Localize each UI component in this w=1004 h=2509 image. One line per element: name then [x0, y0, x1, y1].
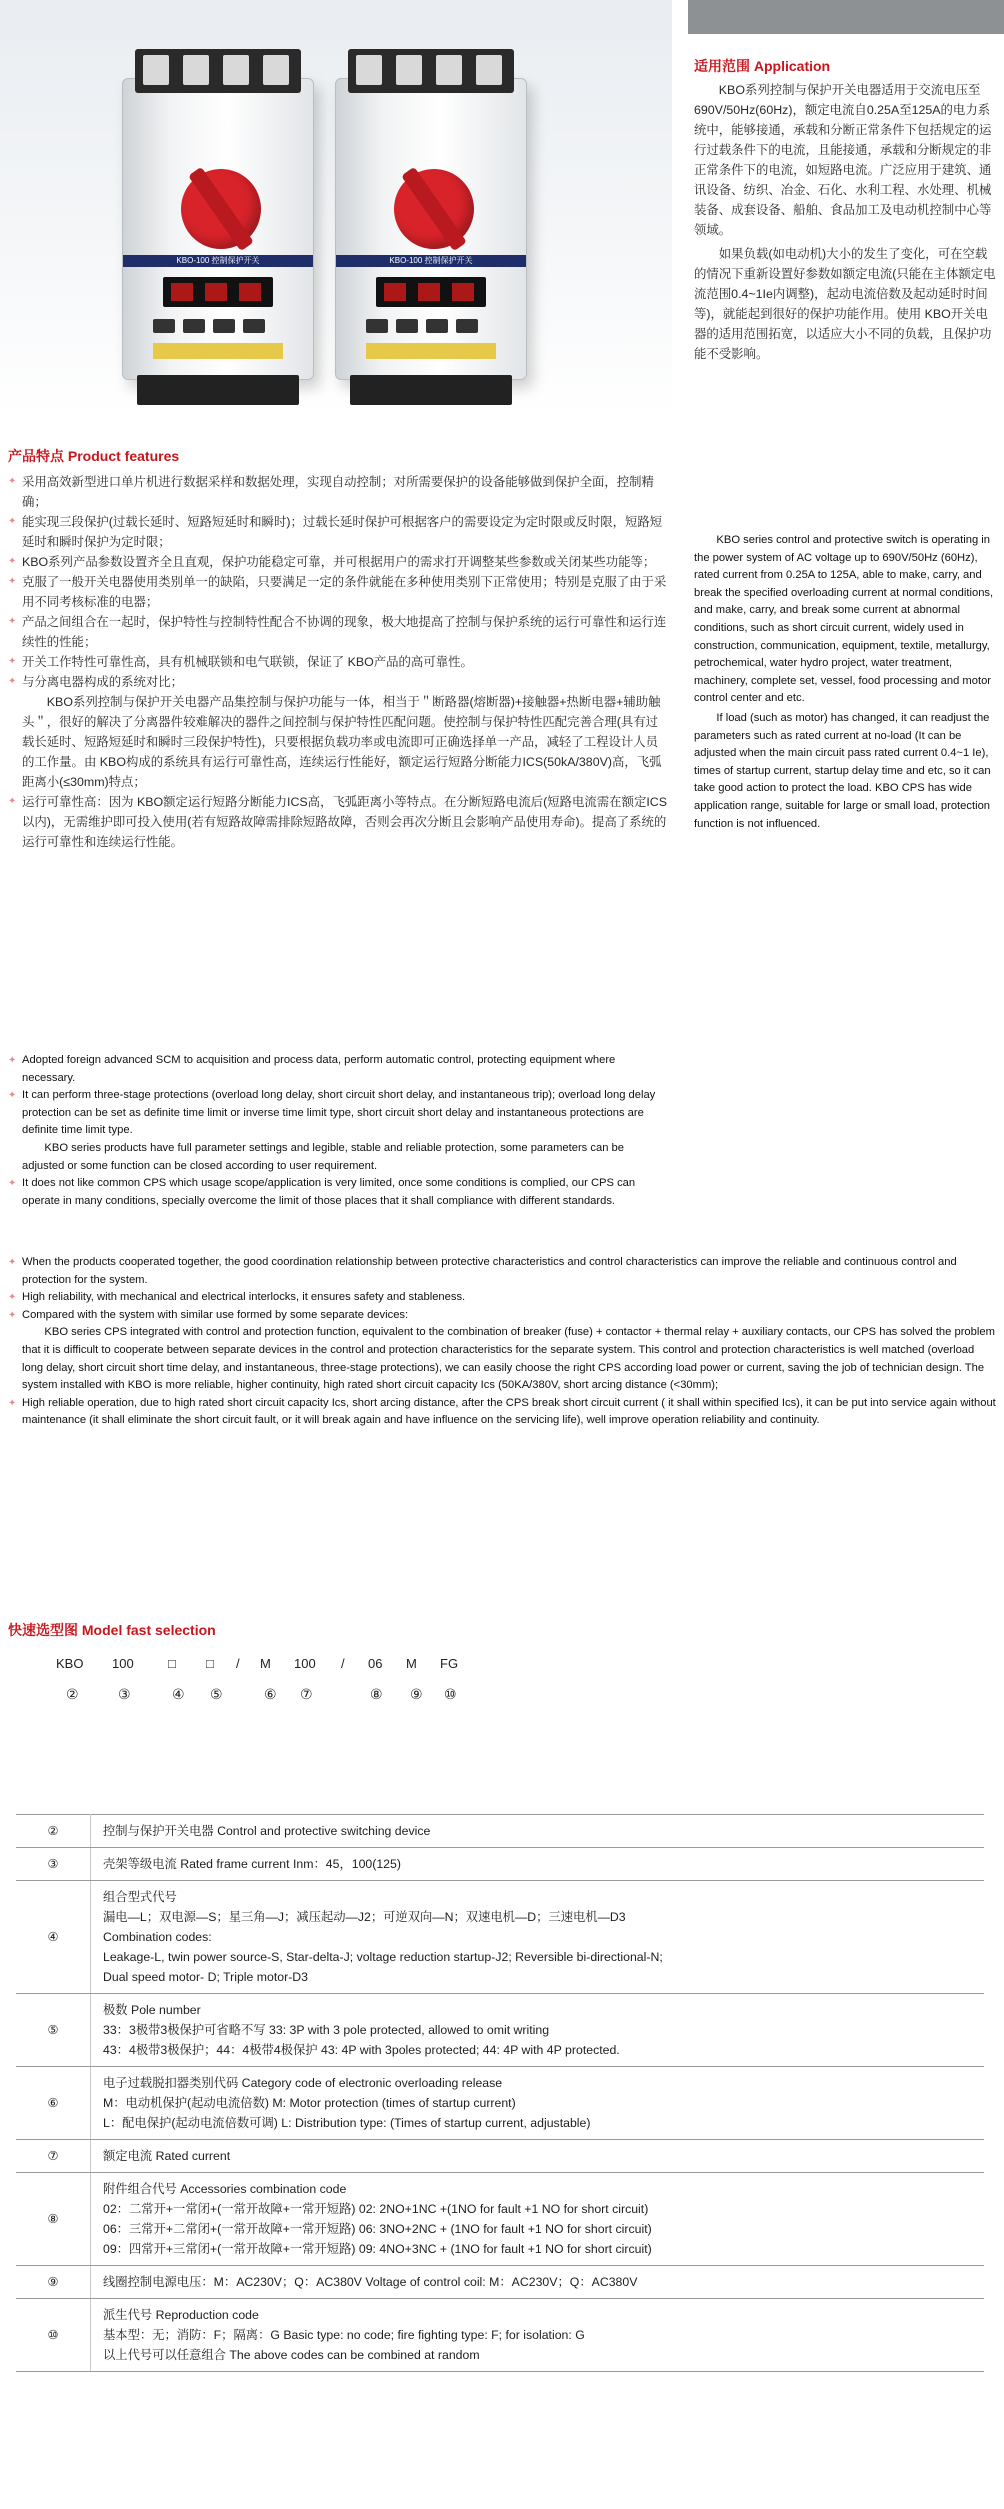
- row-content: [91, 2266, 985, 2299]
- model-code-number: ⑧: [370, 1686, 383, 1702]
- model-code-part: 06: [368, 1656, 383, 1671]
- row-line: Dual speed motor- D; Triple motor-D3: [103, 1970, 309, 1984]
- features-cn-list: [8, 472, 668, 852]
- features-heading: 产品特点 Product features: [8, 448, 180, 464]
- feature-en-wide-item: KBO series CPS integrated with control and protection function, equivalent to the combination of breaker (fuse) + contactor + thermal relay + auxiliary contacts, our CPS has solved the problem that it is difficult to cooperate between separate devices in the control and protection characteristics for the separate system. This control and protection characteristics is well matched (overload long delay, short circuit short time delay, and instantaneous, three-stage protections), we can easily choose the right CPS according load power or current, saving the job of technician design. The system installed with KBO is more reliable, higher continuity, high rated short circuit capacity Ics (50KA/380V, short arcing distance (<30mm);: [22, 1326, 995, 1392]
- application-heading: 适用范围 Application: [694, 58, 831, 74]
- application-en-paragraph: If load (such as motor) has changed, it can readjust the parameters such as rated current at no-load (It can be adjusted when the main circuit pass rated current 0.4~1 Ie), times of startup current, startup delay time and etc, so it can take good action to protect the load. KBO CPS has wide application range, suitable for large or small load, protection function is not influenced.: [694, 711, 991, 830]
- model-code-number: ⑨: [410, 1686, 423, 1702]
- model-code-number: ②: [66, 1686, 79, 1702]
- table-row: [16, 1815, 984, 1848]
- cps-device-right: [335, 78, 527, 380]
- feature-cn-item: ✦ 运行可靠性高：因为 KBO额定运行短路分断能力ICS高，飞弧距离小等特点。在分断短路电流后(短路电流需在额定ICS以内)，无需维护即可投入使用(若有短路故障需排除短路故障，否则会再次分断且会影响产品使用寿命)。提高了系统的运行可靠性和连续运行性能。: [8, 792, 668, 852]
- feature-en-wide-item: ✦ High reliability, with mechanical and electrical interlocks, it ensures safety and stableness.: [8, 1289, 996, 1307]
- feature-en-item: ✦ It does not like common CPS which usage scope/application is very limited, once some conditions is complied, our CPS can operate in many conditions, specially overcome the limit of those places that it shall compliance with different standards.: [8, 1175, 668, 1210]
- table-row: [16, 2067, 984, 2140]
- row-line: 派生代号 Reproduction code: [103, 2308, 259, 2322]
- table-row: [16, 2299, 984, 2372]
- row-line: 以上代号可以任意组合 The above codes can be combined at random: [103, 2348, 480, 2362]
- rotary-handle-icon: [394, 169, 474, 249]
- feature-en-wide-item: ✦ High reliable operation, due to high rated short circuit capacity Ics, short arcing distance, after the CPS break short circuit current ( it shall within specified Ics), it can be put into service again without maintenance (it shall eliminate the short circuit fault, or it will break again and have influence on the servicing life), well improve operation reliability and continuity.: [8, 1395, 996, 1430]
- model-code-part: FG: [440, 1656, 459, 1671]
- feature-cn-item: ✦ 与分离电器构成的系统对比；: [8, 672, 668, 692]
- row-line: 极数 Pole number: [103, 2003, 201, 2017]
- model-code-number: ⑦: [300, 1686, 313, 1702]
- application-en-paragraph: KBO series control and protective switch is operating in the power system of AC voltage up to 690V/50Hz (60Hz), rated current from 0.25A to 125A, able to make, carry, and break the specified overloading current at normal conditions, and make, carry, and break some current at abnormal conditions, such as short circuit current, widely used in construction, communication, equipment, textile, metallurgy, petrochemical, water hydro project, water treatment, machinery, complete set, vessel, food processing and motor control center and etc.: [694, 534, 994, 705]
- model-code-number: ④: [172, 1686, 185, 1702]
- row-content: [91, 1881, 985, 1994]
- device-label: KBO-100 控制保护开关: [123, 255, 313, 267]
- feature-en-item: KBO series products have full parameter settings and legible, stable and reliable protection, some parameters can be adjusted or some function can be closed according to user requirement.: [22, 1141, 624, 1172]
- application-cn-paragraph: KBO系列控制与保护开关电器适用于交流电压至690V/50Hz(60Hz)，额定电流自0.25A至125A的电力系统中，能够接通，承载和分断正常条件下包括规定的运行过载条件下的电流，且能接通，承载和分断规定的非正常条件下的电流，如短路电流。广泛应用于建筑、通讯设备、纺织、冶金、石化、水利工程、水处理、机械装备、成套设备、船舶、食品加工及电动机控制中心等领域。: [694, 83, 992, 237]
- model-code-part: M: [406, 1656, 417, 1671]
- features-en-wide-list: [8, 1254, 996, 1430]
- table-row: [16, 1994, 984, 2067]
- row-line: 控制与保护开关电器 Control and protective switching device: [103, 1824, 431, 1838]
- row-number: ②: [16, 1815, 91, 1848]
- row-line: 43：4极带3极保护；44：4极带4极保护 43: 4P with 3poles protected; 44: 4P with 4P protected.: [103, 2043, 620, 2057]
- feature-cn-item: ✦ 采用高效新型进口单片机进行数据采样和数据处理，实现自动控制；对所需要保护的设备能够做到保护全面，控制精确；: [8, 472, 668, 512]
- row-line: 06：三常开+二常闭+(一常开故障+一常开短路) 06: 3NO+2NC + (1NO for fault +1 NO for short circuit): [103, 2222, 652, 2236]
- row-number: ⑩: [16, 2299, 91, 2372]
- feature-en-item: ✦ Adopted foreign advanced SCM to acquisition and process data, perform automatic control, protecting equipment where necessary.: [8, 1052, 668, 1087]
- row-content: [91, 2140, 985, 2173]
- feature-en-wide-item: ✦ When the products cooperated together, the good coordination relationship between protective characteristics and control characteristics can improve the reliable and continuous control and protection for the system.: [8, 1254, 996, 1289]
- application-cn: [694, 80, 996, 364]
- model-code-part: M: [260, 1656, 271, 1671]
- row-line: 33：3极带3极保护可省略不写 33: 3P with 3 pole protected, allowed to omit writing: [103, 2023, 550, 2037]
- row-line: 02：二常开+一常闭+(一常开故障+一常开短路) 02: 2NO+1NC +(1NO for fault +1 NO for short circuit): [103, 2202, 649, 2216]
- table-row: [16, 1881, 984, 1994]
- row-line: 09：四常开+三常闭+(一常开故障+一常开短路) 09: 4NO+3NC + (1NO for fault +1 NO for short circuit): [103, 2242, 652, 2256]
- model-code-number: ③: [118, 1686, 131, 1702]
- top-gray-bar: [688, 0, 1004, 34]
- row-line: Leakage-L, twin power source-S, Star-delta-J; voltage reduction startup-J2; Reversible bi-directional-N;: [103, 1950, 663, 1964]
- table-row: [16, 1848, 984, 1881]
- feature-cn-item: KBO系列控制与保护开关电器产品集控制与保护功能与一体，相当于＂断路器(熔断器)+接触器+热断电器+辅助触头＂，很好的解决了分离器件较难解决的器件之间控制与保护特性匹配问题。使控制与保护特性匹配完善合理(具有过载长延时、短路短延时和瞬时三段保护特性)，只要根据负载功率或电流即可正确选择单一产品，减轻了工程设计人员的工作量。由 KBO构成的系统具有运行可靠性高，连续运行性能好，额定运行短路分断能力ICS(50kA/380V)高，飞弧距离小(≤30mm)特点；: [22, 695, 662, 789]
- model-code-diagram: [56, 1656, 476, 1716]
- table-row: [16, 2140, 984, 2173]
- feature-cn-item: ✦ 能实现三段保护(过载长延时、短路短延时和瞬时)；过载长延时保护可根据客户的需要设定为定时限或反时限，短路短延时和瞬时保护为定时限；: [8, 512, 668, 552]
- row-content: [91, 1994, 985, 2067]
- application-en: [694, 532, 996, 833]
- row-content: [91, 2173, 985, 2266]
- row-line: 壳架等级电流 Rated frame current Inm：45，100(125): [103, 1857, 401, 1871]
- row-line: M：电动机保护(起动电流倍数) M: Motor protection (times of startup current): [103, 2096, 516, 2110]
- row-line: 附件组合代号 Accessories combination code: [103, 2182, 347, 2196]
- application-cn-paragraph: 如果负载(如电动机)大小的发生了变化，可在空载的情况下重新设置好参数如额定电流(只能在主体额定电流范围0.4~1Ie内调整)，起动电流倍数及起动延时时间等)，就能起到很好的保护功能作用。使用 KBO开关电器的适用范围拓宽，以适应大小不同的负载，且保护功能不受影响。: [694, 247, 996, 361]
- device-label: KBO-100 控制保护开关: [336, 255, 526, 267]
- row-number: ⑨: [16, 2266, 91, 2299]
- feature-cn-item: ✦ 克服了一般开关电器使用类别单一的缺陷，只要满足一定的条件就能在多种使用类别下正常使用；特别是克服了由于采用不同考核标准的电器；: [8, 572, 668, 612]
- row-line: 电子过载脱扣器类别代码 Category code of electronic overloading release: [103, 2076, 503, 2090]
- row-number: ⑧: [16, 2173, 91, 2266]
- model-code-number: ⑩: [444, 1686, 457, 1702]
- row-line: 组合型式代号: [103, 1890, 177, 1904]
- table-row: [16, 2173, 984, 2266]
- row-content: [91, 1815, 985, 1848]
- row-line: 漏电—L；双电源—S；星三角—J；减压起动—J2；可逆双向—N；双速电机—D；三速电机—D3: [103, 1910, 626, 1924]
- model-code-part: KBO: [56, 1656, 84, 1671]
- row-number: ⑦: [16, 2140, 91, 2173]
- feature-en-wide-item: ✦ Compared with the system with similar use formed by some separate devices:: [8, 1307, 996, 1325]
- row-line: Combination codes:: [103, 1930, 212, 1944]
- model-code-number: ⑥: [264, 1686, 277, 1702]
- row-number: ⑥: [16, 2067, 91, 2140]
- feature-cn-item: ✦ 产品之间组合在一起时，保护特性与控制特性配合不协调的现象，极大地提高了控制与保护系统的运行可靠性和运行连续性的性能；: [8, 612, 668, 652]
- feature-cn-item: ✦ KBO系列产品参数设置齐全且直观，保护功能稳定可靠，并可根据用户的需求打开调整某些参数或关闭某些功能等；: [8, 552, 668, 572]
- row-line: 额定电流 Rated current: [103, 2149, 231, 2163]
- row-content: [91, 2067, 985, 2140]
- row-line: 线圈控制电源电压：M：AC230V；Q：AC380V Voltage of control coil: M：AC230V；Q：AC380V: [103, 2275, 638, 2289]
- row-line: L：配电保护(起动电流倍数可调) L: Distribution type: (Times of startup current, adjustable): [103, 2116, 591, 2130]
- selection-table: [16, 1814, 984, 2372]
- features-en-list: [8, 1052, 668, 1210]
- model-code-part: /: [236, 1656, 240, 1671]
- row-number: ③: [16, 1848, 91, 1881]
- feature-en-item: ✦ It can perform three-stage protections (overload long delay, short circuit short delay, and instantaneous trip); overload long delay protection can be set as definite time limit or inverse time limit type, short circuit short delay and instantaneous protections are definite time limit type.: [8, 1087, 668, 1140]
- model-code-part: 100: [294, 1656, 316, 1671]
- model-code-part: □: [206, 1656, 214, 1671]
- rotary-handle-icon: [181, 169, 261, 249]
- model-code-part: /: [341, 1656, 345, 1671]
- row-content: [91, 2299, 985, 2372]
- feature-cn-item: ✦ 开关工作特性可靠性高，具有机械联锁和电气联锁，保证了 KBO产品的高可靠性。: [8, 652, 668, 672]
- product-photo: [0, 0, 672, 418]
- model-heading: 快速选型图 Model fast selection: [8, 1622, 216, 1638]
- table-row: [16, 2266, 984, 2299]
- cps-device-left: [122, 78, 314, 380]
- model-code-number: ⑤: [210, 1686, 223, 1702]
- row-number: ⑤: [16, 1994, 91, 2067]
- model-code-part: □: [168, 1656, 176, 1671]
- row-line: 基本型：无；消防：F；隔离：G Basic type: no code; fire fighting type: F; for isolation: G: [103, 2328, 585, 2342]
- row-content: [91, 1848, 985, 1881]
- model-code-part: 100: [112, 1656, 134, 1671]
- row-number: ④: [16, 1881, 91, 1994]
